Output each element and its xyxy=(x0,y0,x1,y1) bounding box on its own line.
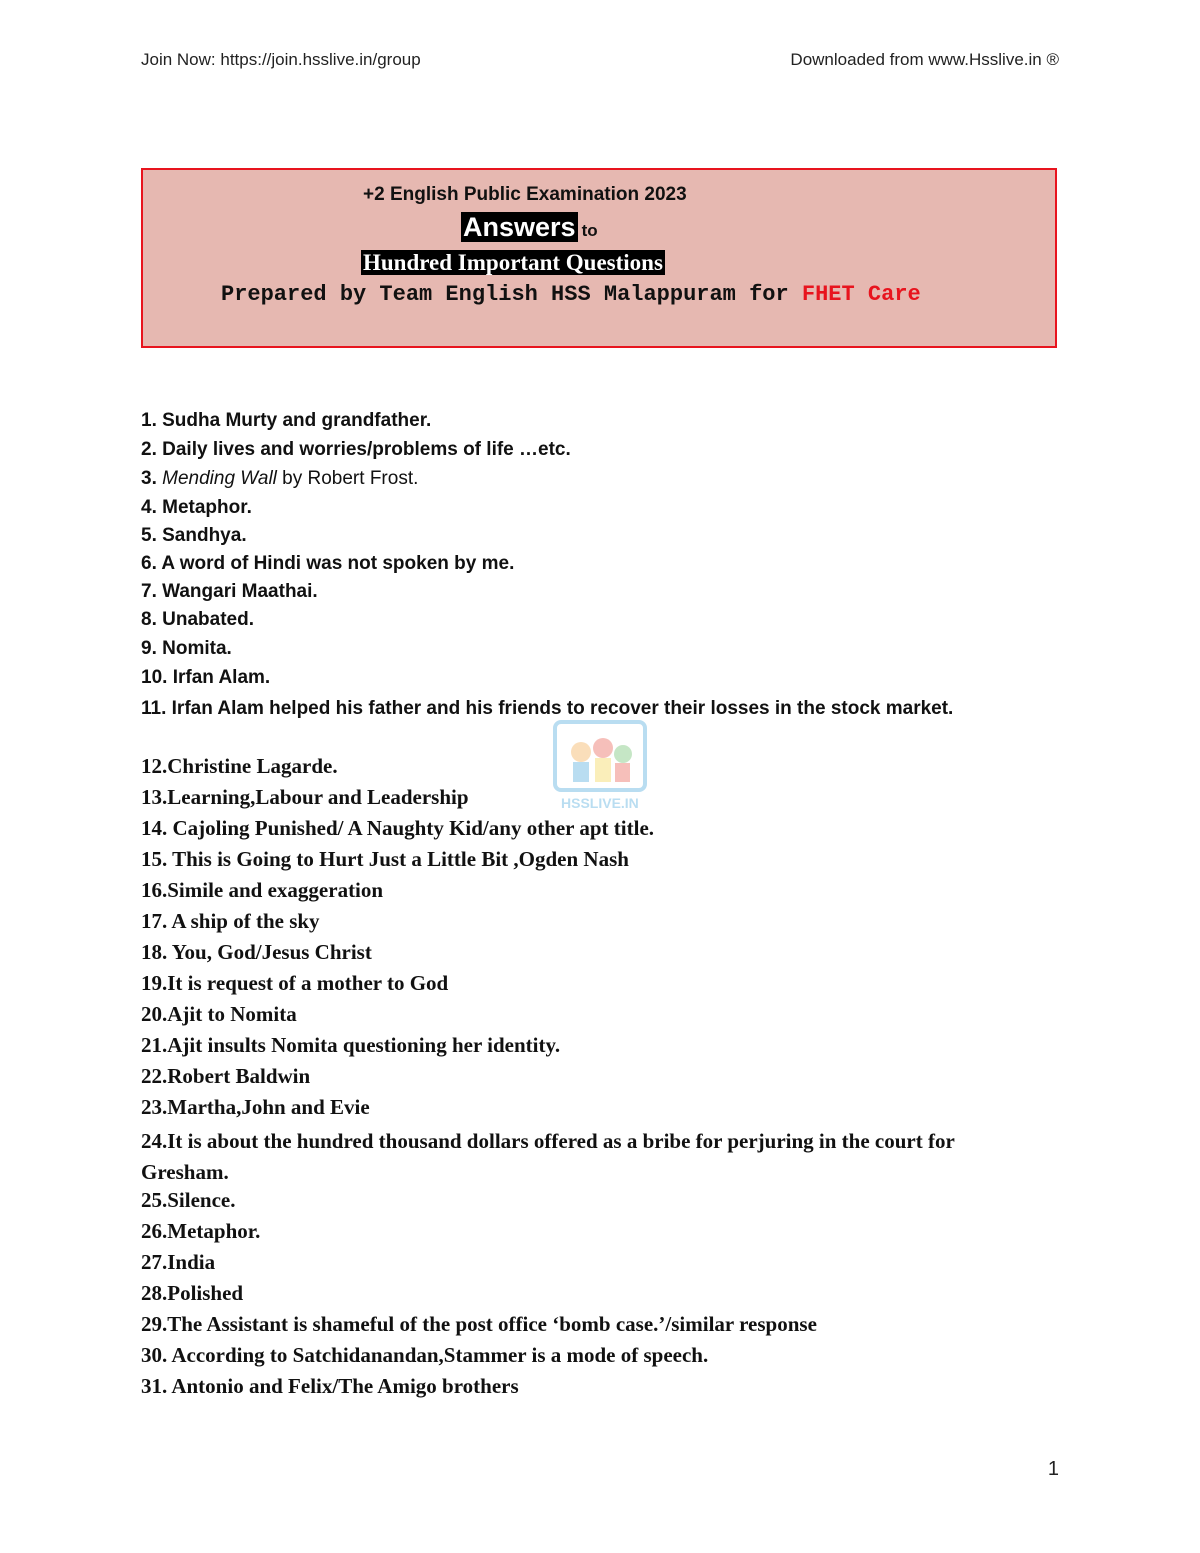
answer-19: 19.It is request of a mother to God xyxy=(141,971,449,995)
exam-title: +2 English Public Examination 2023 xyxy=(363,184,687,205)
answer-20: 20.Ajit to Nomita xyxy=(141,1002,297,1026)
answer-21: 21.Ajit insults Nomita questioning her identity. xyxy=(141,1033,561,1057)
answer-26: 26.Metaphor. xyxy=(141,1219,261,1243)
subtitle xyxy=(361,250,665,276)
answer-14: 14. Cajoling Punished/ A Naughty Kid/any other apt title. xyxy=(141,816,655,840)
answer-17: 17. A ship of the sky xyxy=(141,909,320,933)
header-download-source[interactable]: Downloaded from www.Hsslive.in ® xyxy=(790,50,1059,69)
answer-27: 27.India xyxy=(141,1250,216,1274)
answer-3 xyxy=(141,468,418,490)
answer-30: 30. According to Satchidanandan,Stammer is a mode of speech. xyxy=(141,1343,709,1367)
answer-22: 22.Robert Baldwin xyxy=(141,1064,311,1088)
answer-24: 24.It is about the hundred thousand dollars offered as a bribe for perjuring in the court for Gresham. xyxy=(141,1129,955,1184)
answer-28: 28.Polished xyxy=(141,1281,244,1305)
page-number: 1 xyxy=(1047,1458,1059,1480)
answer-23: 23.Martha,John and Evie xyxy=(141,1095,370,1119)
answer-7: 7. Wangari Maathai. xyxy=(141,581,318,602)
answer-11: 11. Irfan Alam helped his father and his friends to recover their losses in the stock market. xyxy=(141,698,954,719)
answer-3-title: Mending Wall xyxy=(162,468,277,489)
answer-18: 18. You, God/Jesus Christ xyxy=(141,940,372,964)
watermark-text: HSSLIVE.IN xyxy=(561,795,639,811)
answer-3-number: 3. xyxy=(141,468,163,489)
answer-16: 16.Simile and exaggeration xyxy=(141,878,384,902)
title-box xyxy=(141,168,1057,348)
fhet-care-text: FHET Care xyxy=(801,282,921,307)
answer-13: 13.Learning,Labour and Leadership xyxy=(141,785,469,809)
prepared-by-line xyxy=(221,282,921,307)
answer-6: 6. A word of Hindi was not spoken by me. xyxy=(141,553,515,574)
answer-9: 9. Nomita. xyxy=(141,638,232,659)
prepared-by-text: Prepared by Team English HSS Malappuram for xyxy=(221,282,802,307)
answer-10: 10. Irfan Alam. xyxy=(141,667,271,688)
answer-3-rest: by Robert Frost. xyxy=(276,468,419,489)
answer-29: 29.The Assistant is shameful of the post office ‘bomb case.’/similar response xyxy=(141,1312,817,1336)
answer-25: 25.Silence. xyxy=(141,1188,236,1212)
subtitle-text: Hundred Important Questions xyxy=(363,250,663,275)
header-join-link[interactable]: Join Now: https://join.hsslive.in/group xyxy=(141,50,421,69)
answer-4: 4. Metaphor. xyxy=(141,497,252,518)
answer-8: 8. Unabated. xyxy=(141,609,254,630)
answer-12: 12.Christine Lagarde. xyxy=(141,754,338,778)
answer-31: 31. Antonio and Felix/The Amigo brothers xyxy=(141,1374,519,1398)
watermark-graphic xyxy=(551,718,649,814)
answer-2: 2. Daily lives and worries/problems of life …etc. xyxy=(141,439,571,460)
to-word: to xyxy=(581,221,598,240)
answer-1: 1. Sudha Murty and grandfather. xyxy=(141,410,432,431)
answers-word: Answers xyxy=(463,212,576,242)
hsslive-watermark-logo xyxy=(551,718,649,814)
answers-heading xyxy=(461,212,598,243)
answer-15: 15. This is Going to Hurt Just a Little Bit ,Ogden Nash xyxy=(141,847,629,871)
answer-5: 5. Sandhya. xyxy=(141,525,247,546)
